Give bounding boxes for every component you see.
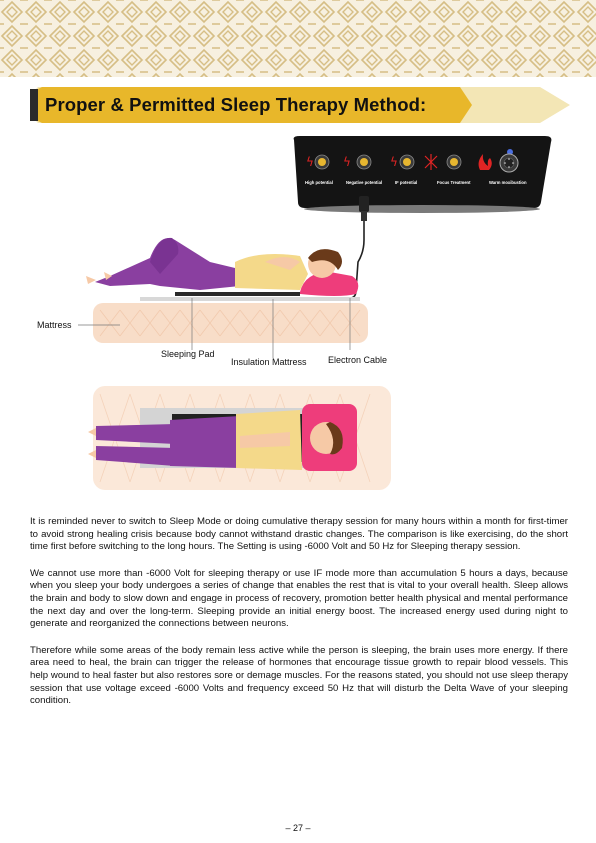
svg-text:ϟ: ϟ bbox=[343, 155, 351, 169]
header-pattern bbox=[0, 0, 596, 77]
device-button-high bbox=[306, 155, 329, 169]
svg-text:ϟ: ϟ bbox=[390, 155, 398, 169]
person-side-view bbox=[86, 238, 358, 296]
label-electron-cable: Electron Cable bbox=[328, 355, 388, 365]
page-number: – 27 – bbox=[285, 823, 311, 833]
device-label-if: IF potential bbox=[395, 180, 418, 185]
label-sleeping-pad: Sleeping Pad bbox=[161, 349, 215, 359]
device-button-if bbox=[390, 155, 414, 169]
top-view bbox=[88, 386, 391, 490]
device-label-negative: Negative potential bbox=[346, 180, 383, 185]
label-insulation-mattress: Insulation Mattress bbox=[231, 357, 307, 367]
svg-text:ϟ: ϟ bbox=[306, 155, 314, 169]
body-text bbox=[30, 516, 568, 722]
sleep-therapy-illustration bbox=[0, 130, 596, 500]
mattress-side bbox=[93, 292, 368, 343]
paragraph-2: We cannot use more than -6000 Volt for sleeping therapy or use IF mode more than accumulation 5 hours a days, because when you sleep your body undergoes a series of change that enables the rest that is vital to your overall health. Sleep allows the brain and body to slow down and engage in process of recovery, promotion better health physical and mental performance the next day and over the long-term. Sleeping provide an initial energy boost. The increased energy used during night to generate and reorganized the connections between neurons. bbox=[30, 567, 568, 630]
paragraph-1: It is reminded never to switch to Sleep Mode or doing cumulative therapy session for many hours within a month for first-timer to avoid strong healing crisis because body cannot withstand drastic changes. The comparison is like exercising, do the short time first before switching to the long hours. The Setting is using -6000 Volt and 50 Hz for Sleeping therapy session. bbox=[30, 516, 568, 553]
therapy-device bbox=[294, 136, 552, 213]
device-label-high: High potential bbox=[305, 180, 333, 185]
label-mattress: Mattress bbox=[37, 320, 72, 330]
paragraph-3: Therefore while some areas of the body remain less active while the person is sleeping, the brain uses more energy. If there area need to heal, the brain can trigger the release of hormones that encourage tissue growth to repair blood vessels. This help wound to heal faster but also restores sore or demage muscles. For the reasons stated, you should not use sleep therapy session that use voltage exceed -6000 Volts and frequency exceed 50 Hz that will disturb the Delta Wave of your sleeping condition. bbox=[30, 644, 568, 707]
device-label-warm: Warm moxibustion bbox=[489, 180, 527, 185]
page-title: Proper & Permitted Sleep Therapy Method: bbox=[45, 94, 427, 115]
device-label-focus: Focus Treatment bbox=[437, 180, 471, 185]
